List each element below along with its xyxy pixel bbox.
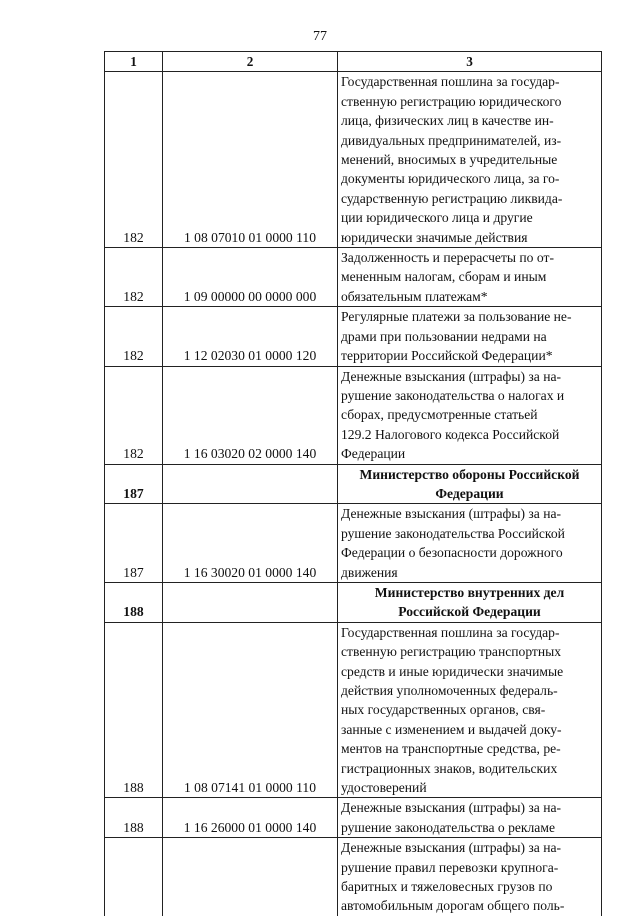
table-row <box>105 622 602 798</box>
revenue-name-cell <box>338 622 602 798</box>
column-header-3: 3 <box>338 52 602 72</box>
revenue-name-cell <box>338 798 602 838</box>
budget-code-cell: 1 16 26000 01 0000 140 <box>163 798 338 838</box>
budget-codes-table <box>104 51 602 916</box>
column-header-1: 1 <box>105 52 163 72</box>
budget-code-cell: 1 16 30020 01 0000 140 <box>163 504 338 583</box>
budget-code-cell <box>163 464 338 504</box>
table-row <box>105 307 602 366</box>
revenue-name-cell <box>338 307 602 366</box>
table-row <box>105 248 602 307</box>
revenue-name: Регулярные платежи за пользование не- драми при пользовании недрами на территории Российской Федерации* <box>341 309 572 364</box>
admin-code-cell: 188 <box>105 798 163 838</box>
column-header-2: 2 <box>163 52 338 72</box>
admin-code-cell <box>105 838 163 916</box>
budget-code-cell: 1 08 07141 01 0000 110 <box>163 622 338 798</box>
budget-code-cell: 1 09 00000 00 0000 000 <box>163 248 338 307</box>
revenue-name: Задолженность и перерасчеты по от- мененным налогам, сборам и иным обязательным платежам* <box>341 250 554 304</box>
agency-row <box>105 582 602 622</box>
revenue-name-cell <box>338 366 602 464</box>
table-body <box>105 72 602 916</box>
budget-code-cell: 1 16 03020 02 0000 140 <box>163 366 338 464</box>
revenue-name-cell <box>338 248 602 307</box>
revenue-name: Денежные взыскания (штрафы) за на- рушение законодательства о рекламе <box>341 800 562 835</box>
table-row <box>105 838 602 916</box>
page-number: 77 <box>313 29 327 44</box>
admin-code-cell: 187 <box>105 504 163 583</box>
admin-code-cell: 188 <box>105 582 163 622</box>
agency-row <box>105 464 602 504</box>
budget-code-cell <box>163 582 338 622</box>
table-row <box>105 504 602 583</box>
budget-code-cell <box>163 838 338 916</box>
admin-code-cell: 182 <box>105 72 163 248</box>
budget-code-cell: 1 12 02030 01 0000 120 <box>163 307 338 366</box>
admin-code-cell: 187 <box>105 464 163 504</box>
admin-code-cell: 188 <box>105 622 163 798</box>
admin-code-cell: 182 <box>105 307 163 366</box>
admin-code-cell: 182 <box>105 366 163 464</box>
table-header-row <box>105 52 602 72</box>
agency-name-cell <box>338 464 602 504</box>
budget-code-cell: 1 08 07010 01 0000 110 <box>163 72 338 248</box>
table-row <box>105 798 602 838</box>
revenue-name-cell <box>338 72 602 248</box>
revenue-name-cell <box>338 838 602 916</box>
agency-name: Министерство обороны Российской Федерации <box>359 466 580 501</box>
table-row <box>105 72 602 248</box>
agency-name: Министерство внутренних дел Российской Федерации <box>374 584 565 620</box>
admin-code-cell: 182 <box>105 248 163 307</box>
revenue-name: Государственная пошлина за государ- ственную регистрацию транспортных средств и иные юридически значимые действия уполномоченных федераль- ных государственных органов, свя- занные с изменением и выдачей доку- ментов на транспортные средства, ре- гистрационных знаков, водительских удостоверений <box>341 624 564 796</box>
revenue-name-cell <box>338 504 602 583</box>
table-row <box>105 366 602 464</box>
agency-name-cell <box>338 582 602 622</box>
revenue-name: Денежные взыскания (штрафы) за на- рушение законодательства Российской Федерации о безопасности дорожного движения <box>341 506 565 580</box>
revenue-name: Денежные взыскания (штрафы) за на- рушение правил перевозки крупнога- баритных и тяжеловесных грузов по автомобильным дорогам общего поль- <box>341 840 565 914</box>
revenue-name: Государственная пошлина за государ- ственную регистрацию юридического лица, физических лиц в качестве ин- дивидуальных предпринимателей, из- менений, вносимых в учредительные документы юридического лица, за го- сударственную регистрацию ликвида- ции юридического лица и другие юридически значимые действия <box>341 74 563 245</box>
revenue-name: Денежные взыскания (штрафы) за на- рушение законодательства о налогах и сборах, предусмотренные статьей 129.2 Налогового кодекса Российской Федерации <box>341 368 565 462</box>
